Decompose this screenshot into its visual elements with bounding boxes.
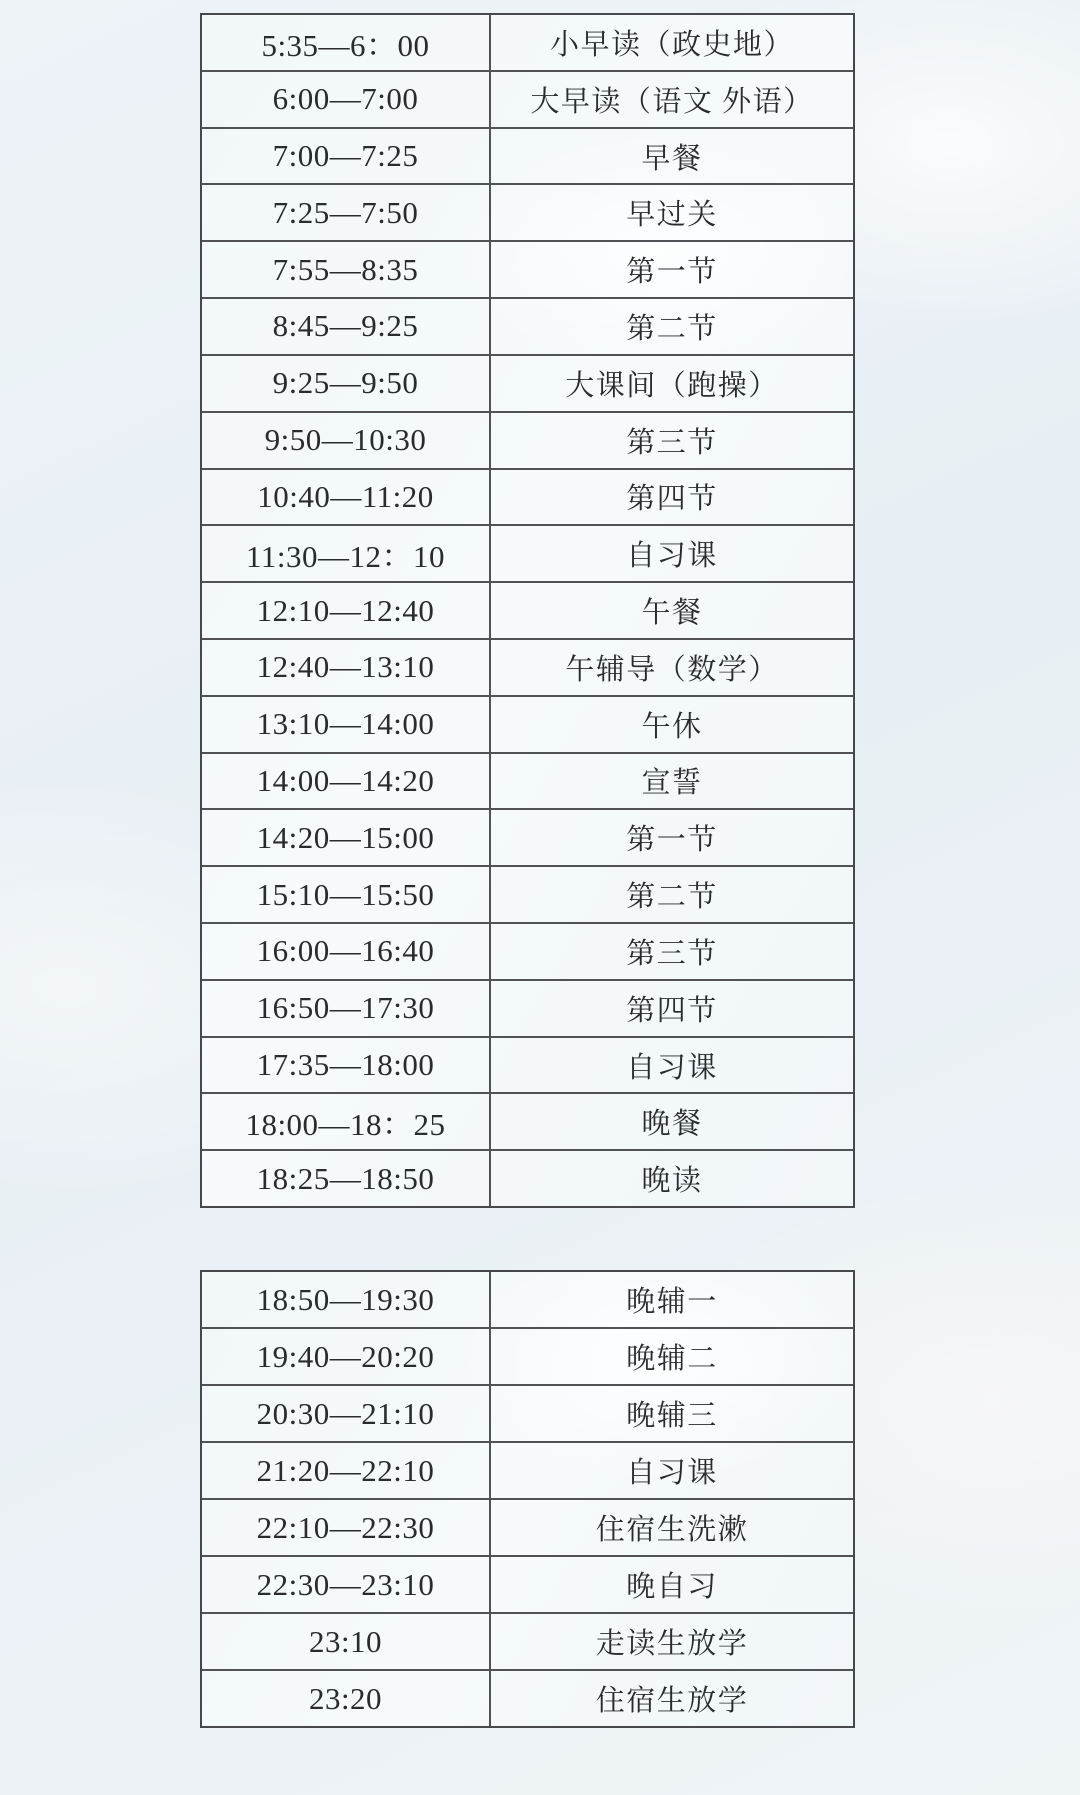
activity-cell: 第四节 bbox=[626, 994, 718, 1027]
activity-cell: 晚餐 bbox=[641, 1108, 703, 1141]
table-row bbox=[202, 297, 853, 354]
time-cell: 16:00—16:40 bbox=[202, 924, 491, 979]
table-row bbox=[202, 695, 853, 752]
activity-cell: 自习课 bbox=[626, 1457, 718, 1489]
activity-cell: 早过关 bbox=[626, 199, 718, 232]
activity-cell: 晚辅一 bbox=[626, 1286, 718, 1318]
time-cell: 22:10—22:30 bbox=[202, 1500, 491, 1555]
time-cell: 15:10—15:50 bbox=[202, 867, 491, 922]
activity-cell: 住宿生放学 bbox=[595, 1685, 749, 1717]
table-row bbox=[202, 1149, 853, 1206]
time-cell: 21:20—22:10 bbox=[202, 1443, 491, 1498]
time-cell: 5:35—6：00 bbox=[202, 15, 491, 70]
table-row bbox=[202, 752, 853, 809]
time-cell: 11:30—12：10 bbox=[202, 526, 491, 581]
time-cell: 7:25—7:50 bbox=[202, 185, 491, 240]
activity-cell: 午休 bbox=[641, 710, 703, 743]
activity-cell: 晚辅三 bbox=[626, 1400, 718, 1432]
time-cell: 7:00—7:25 bbox=[202, 129, 491, 184]
activity-cell: 第三节 bbox=[626, 937, 718, 970]
time-cell: 23:10 bbox=[202, 1614, 491, 1669]
time-cell: 23:20 bbox=[202, 1671, 491, 1726]
activity-cell: 第四节 bbox=[626, 483, 718, 516]
table-row bbox=[202, 468, 853, 525]
time-cell: 9:25—9:50 bbox=[202, 356, 491, 411]
time-cell: 18:50—19:30 bbox=[202, 1272, 491, 1327]
activity-cell: 晚读 bbox=[641, 1165, 703, 1198]
table-row bbox=[202, 240, 853, 297]
table-row bbox=[202, 979, 853, 1036]
table-row bbox=[202, 1498, 853, 1555]
time-cell: 12:40—13:10 bbox=[202, 640, 491, 695]
time-cell: 22:30—23:10 bbox=[202, 1557, 491, 1612]
time-cell: 10:40—11:20 bbox=[202, 470, 491, 525]
table-row bbox=[202, 1327, 853, 1384]
time-cell: 17:35—18:00 bbox=[202, 1038, 491, 1093]
activity-cell: 大课间（跑操） bbox=[565, 369, 779, 402]
table-row bbox=[202, 127, 853, 184]
table-row bbox=[202, 865, 853, 922]
activity-cell: 午餐 bbox=[641, 597, 703, 630]
activity-cell: 走读生放学 bbox=[595, 1628, 749, 1660]
time-cell: 18:25—18:50 bbox=[202, 1151, 491, 1206]
activity-cell: 第二节 bbox=[626, 881, 718, 914]
table-row bbox=[202, 70, 853, 127]
time-cell: 14:20—15:00 bbox=[202, 810, 491, 865]
activity-cell: 早餐 bbox=[641, 142, 703, 175]
time-cell: 13:10—14:00 bbox=[202, 697, 491, 752]
activity-cell: 大早读（语文 外语） bbox=[530, 85, 814, 118]
activity-cell: 第一节 bbox=[626, 256, 718, 289]
time-cell: 7:55—8:35 bbox=[202, 242, 491, 297]
activity-cell: 第二节 bbox=[626, 312, 718, 345]
time-cell: 18:00—18：25 bbox=[202, 1094, 491, 1149]
table-row bbox=[202, 1092, 853, 1149]
table-row bbox=[202, 581, 853, 638]
table-row bbox=[202, 638, 853, 695]
activity-cell: 自习课 bbox=[626, 540, 718, 573]
table-row bbox=[202, 1036, 853, 1093]
activity-cell: 第三节 bbox=[626, 426, 718, 459]
table-row bbox=[202, 15, 853, 70]
table-row bbox=[202, 922, 853, 979]
time-cell: 9:50—10:30 bbox=[202, 413, 491, 468]
table-row bbox=[202, 1555, 853, 1612]
table-row bbox=[202, 1669, 853, 1726]
table-row bbox=[202, 524, 853, 581]
table-row bbox=[202, 1441, 853, 1498]
time-cell: 8:45—9:25 bbox=[202, 299, 491, 354]
evening-schedule-table bbox=[200, 1270, 855, 1728]
activity-cell: 宣誓 bbox=[641, 767, 703, 800]
activity-cell: 住宿生洗漱 bbox=[595, 1514, 749, 1546]
table-row bbox=[202, 808, 853, 865]
time-cell: 12:10—12:40 bbox=[202, 583, 491, 638]
time-cell: 20:30—21:10 bbox=[202, 1386, 491, 1441]
time-cell: 19:40—20:20 bbox=[202, 1329, 491, 1384]
activity-cell: 小早读（政史地） bbox=[549, 28, 794, 61]
table-row bbox=[202, 183, 853, 240]
table-row bbox=[202, 1612, 853, 1669]
table-row bbox=[202, 354, 853, 411]
time-cell: 6:00—7:00 bbox=[202, 72, 491, 127]
day-schedule-table bbox=[200, 13, 855, 1208]
time-cell: 16:50—17:30 bbox=[202, 981, 491, 1036]
activity-cell: 自习课 bbox=[626, 1051, 718, 1084]
table-row bbox=[202, 1384, 853, 1441]
activity-cell: 晚自习 bbox=[626, 1571, 718, 1603]
activity-cell: 晚辅二 bbox=[626, 1343, 718, 1375]
table-row bbox=[202, 1272, 853, 1327]
activity-cell: 第一节 bbox=[626, 824, 718, 857]
table-row bbox=[202, 411, 853, 468]
activity-cell: 午辅导（数学） bbox=[565, 653, 779, 686]
time-cell: 14:00—14:20 bbox=[202, 754, 491, 809]
